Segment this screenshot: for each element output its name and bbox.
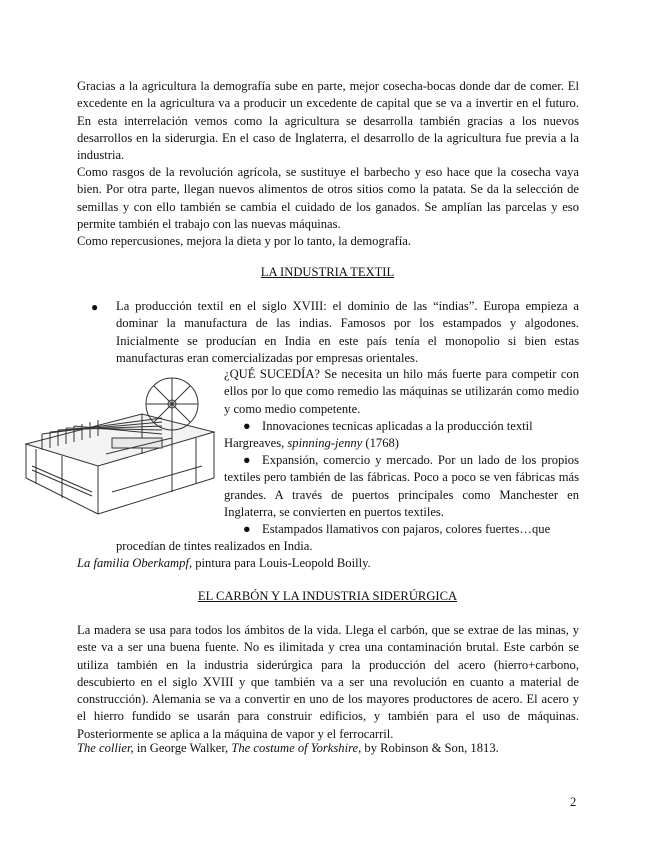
- intro-paragraph-2: Como rasgos de la revolución agrícola, se sustituye el barbecho y eso hace que la cosecha vaya bien. Por otra parte, llegan nuevos alimentos de otros sitios como la patata. Se da la selección de semillas y con ello también se cambia el cuidado de los ganados. Se amplían las parcelas y eso permite también el trabajo con las nuevas máquinas.: [77, 165, 579, 231]
- bullet-icon: ●: [243, 522, 251, 536]
- caption-title: La familia Oberkampf,: [77, 556, 193, 570]
- carbon-paragraph: La madera se usa para todos los ámbitos de la vida. Llega el carbón, que se extrae de las minas, y este va a ser una buena fuente. No es ilimitada y crea una contaminación brutal. Este carbón se utiliza también en la industria siderúrgica para la producción del acero (hierro+carbono, descubierto en el siglo XVIII y que también va a ser una revolución en cuanto a material de construcción). Alemania se va a convertir en uno de los mayores productores de acero. El acero y el hierro fundido se usarán para construir edificios, y también para el uso de máquinas. Posteriormente se aplica a la máquina de vapor y el ferrocarril.: [77, 623, 579, 741]
- carbon-heading: EL CARBÓN Y LA INDUSTRIA SIDERÚRGICA: [197, 589, 458, 603]
- caption-title-2: The costume of Yorkshire,: [231, 741, 362, 755]
- bullet-icon: ●: [243, 419, 251, 433]
- oberkampf-caption: [77, 555, 371, 572]
- hargreaves-line: [224, 435, 399, 452]
- hargreaves-name: Hargreaves,: [224, 436, 288, 450]
- bullet-icon: ●: [243, 453, 251, 467]
- expansion-text: Expansión, comercio y mercado. Por un lado de los propios textiles pero también de las fábricas. Poco a poco se ven fábricas más grandes. A través de puertos principales como Manchester en Inglaterra, se convierten en puertos textiles.: [224, 453, 579, 519]
- caption-title-1: The collier,: [77, 741, 134, 755]
- caption-end: by Robinson & Son, 1813.: [361, 741, 499, 755]
- caption-mid: in George Walker,: [133, 741, 232, 755]
- textil-heading: LA INDUSTRIA TEXTIL: [260, 265, 395, 279]
- bullet-icon: ●: [91, 300, 99, 314]
- estampados-text-continued: procedían de tintes realizados en India.: [116, 539, 313, 553]
- spinning-jenny-term: spinning-jenny: [287, 436, 363, 450]
- innovaciones-text: Innovaciones tecnicas aplicadas a la producción textil: [262, 419, 533, 433]
- intro-paragraph-3: Como repercusiones, mejora la dieta y por lo tanto, la demografía.: [77, 234, 411, 248]
- spinning-jenny-illustration: [22, 374, 218, 518]
- intro-paragraph-1: Gracias a la agricultura la demografía sube en parte, mejor cosecha-bocas donde dar de comer. El excedente en la agricultura va a producir un excedente de capital que se va a invertir en el futuro. En esta interrelación vemos como la agricultura se desarrolla también gracias a los nuevos desarrollos en la siderurgia. En el caso de Inglaterra, el desarrollo de la agricultura fue previa a la industria.: [77, 79, 579, 163]
- que-sucedia-text: ¿QUÉ SUCEDÍA? Se necesita un hilo más fuerte para competir con ellos por lo que como remedio las máquinas se utilizarán como medio y como medio competente.: [224, 367, 579, 416]
- caption-rest: pintura para Louis-Leopold Boilly.: [192, 556, 371, 570]
- textil-bullet-1: La producción textil en el siglo XVIII: el dominio de las “indias”. Europa empieza a dominar la manufactura de las indias. Famosos por los estampados y algodones. Inicialmente se producían en India en este país tenía el monopolio si bien estas manufacturas eran comercializadas por empresas orientales.: [116, 299, 579, 365]
- collier-caption: [77, 740, 499, 757]
- estampados-text: Estampados llamativos con pajaros, colores fuertes…que: [262, 522, 551, 536]
- hargreaves-year: (1768): [362, 436, 399, 450]
- page-number: 2: [570, 795, 577, 809]
